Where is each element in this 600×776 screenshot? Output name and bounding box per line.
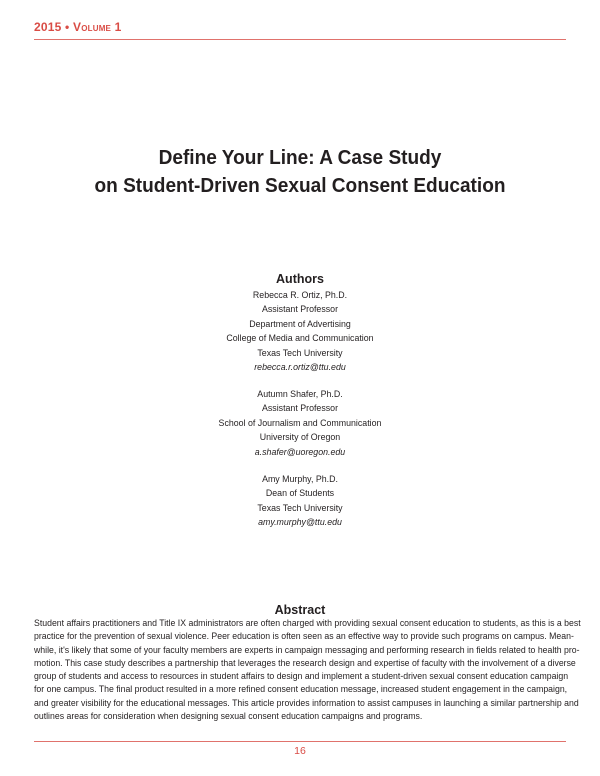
author-name: Amy Murphy, Ph.D.	[262, 474, 338, 485]
author-institution: University of Oregon	[259, 432, 341, 444]
author-role: Assistant Professor	[261, 304, 339, 316]
author-block-3	[24, 473, 576, 531]
running-header	[34, 20, 122, 34]
abstract-body	[34, 617, 581, 723]
author-institution: Texas Tech University	[257, 502, 343, 514]
header-year: 2015	[34, 20, 62, 34]
header-rule	[34, 39, 566, 40]
abstract-line: group of students and access to resources in student affairs to design and implement a student-driven sexual consent education campaign	[34, 671, 569, 683]
authors-heading: Authors	[276, 272, 324, 286]
abstract-line: motion. This case study describes a partnership that leverages the research design and expertise of faculty with the involvement of a diverse	[34, 657, 576, 669]
author-email: amy.murphy@ttu.edu	[258, 517, 342, 529]
author-email: rebecca.r.ortiz@ttu.edu	[254, 362, 346, 374]
author-block-1	[24, 289, 576, 375]
abstract-line: and greater visibility for the educational messages. This article provides information to assist campuses in launching a similar partnership and	[34, 697, 579, 709]
footer-rule	[34, 741, 566, 742]
author-name: Autumn Shafer, Ph.D.	[257, 389, 343, 400]
author-name: Rebecca R. Ortiz, Ph.D.	[252, 290, 348, 301]
header-volume: Volume 1	[73, 20, 122, 34]
author-email: a.shafer@uoregon.edu	[254, 446, 346, 458]
title-line-2: on Student-Driven Sexual Consent Education	[94, 174, 506, 197]
page-number: 16	[294, 745, 306, 757]
author-department: School of Journalism and Communication	[218, 417, 382, 429]
title-line-1: Define Your Line: A Case Study	[158, 146, 442, 169]
author-role: Dean of Students	[265, 488, 335, 500]
abstract-line: outlines areas for consideration when designing sexual consent education campaigns and programs.	[34, 711, 423, 723]
abstract-heading: Abstract	[274, 603, 326, 617]
author-institution: Texas Tech University	[257, 347, 343, 359]
author-department: Department of Advertising	[249, 318, 351, 330]
abstract-line: while, it's likely that some of your faculty members are experts in campaign messaging and performing research in fields related to health pro-	[34, 644, 580, 656]
abstract-line: Student affairs practitioners and Title IX administrators are often charged with providing sexual consent education to students, as this is a best	[34, 618, 581, 629]
article-title	[21, 144, 579, 200]
abstract-line: for one campus. The final product resulted in a more refined consent education message, increased student engagement in the campaign,	[34, 684, 568, 696]
author-block-2	[24, 388, 576, 460]
abstract-line: practice for the prevention of sexual violence. Peer education is often seen as an effective way to provide such programs on campus. Mean-	[34, 631, 574, 643]
header-separator: •	[65, 20, 70, 34]
author-college: College of Media and Communication	[226, 333, 374, 345]
author-role: Assistant Professor	[261, 403, 339, 415]
